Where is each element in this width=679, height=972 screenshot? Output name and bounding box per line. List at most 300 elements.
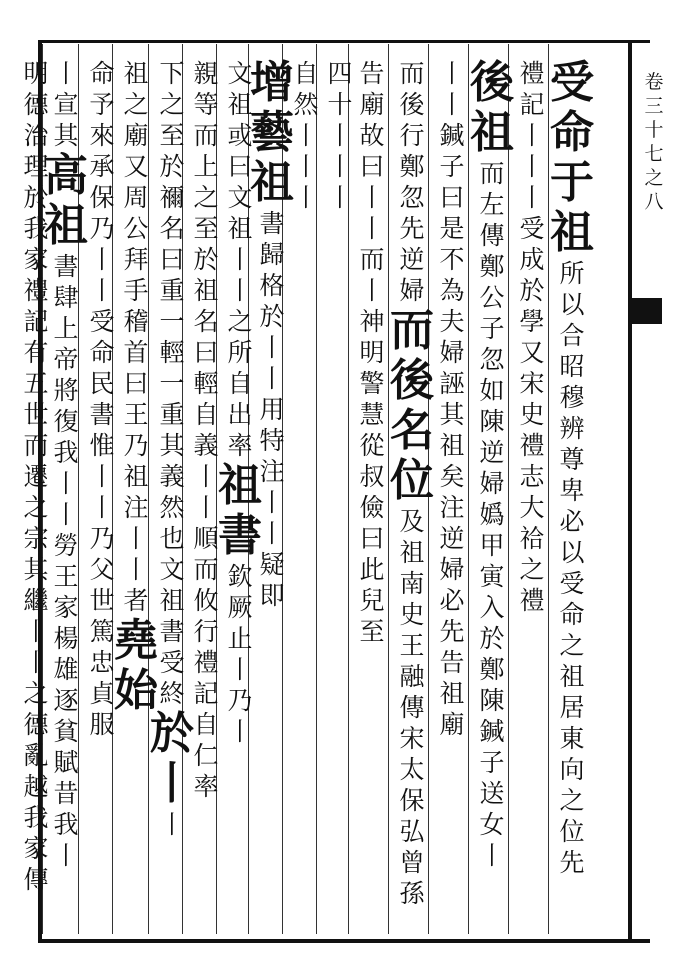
glyph: 丨	[259, 519, 285, 548]
glyph: 之	[227, 307, 253, 336]
glyph: 丨	[293, 121, 319, 150]
glyph: 誣	[439, 369, 465, 398]
glyph: 賦	[53, 748, 79, 777]
glyph: 婦	[439, 555, 465, 584]
glyph: 乃	[227, 686, 253, 715]
glyph: 婦	[479, 469, 505, 498]
glyph: 輕	[159, 338, 185, 367]
glyph: 丨	[89, 462, 115, 491]
glyph: 宣	[53, 90, 79, 119]
glyph: 至	[193, 214, 219, 243]
glyph: 鄭	[479, 252, 505, 281]
glyph: 上	[193, 152, 219, 181]
glyph: 不	[439, 245, 465, 274]
glyph: 丨	[227, 276, 253, 305]
glyph: 命	[559, 600, 585, 629]
glyph: 昭	[559, 352, 585, 381]
glyph: 始	[114, 665, 158, 716]
glyph: 命	[89, 59, 115, 88]
margin-column	[636, 70, 672, 214]
glyph: 行	[193, 617, 219, 646]
glyph: 至	[359, 617, 385, 646]
glyph: 丨	[53, 469, 79, 498]
glyph: 拜	[123, 245, 149, 274]
glyph: 受	[559, 569, 585, 598]
glyph: 必	[439, 586, 465, 615]
glyph: 公	[479, 283, 505, 312]
glyph: 而	[23, 431, 49, 460]
glyph: 忠	[89, 648, 115, 677]
glyph: 南	[399, 569, 425, 598]
glyph: 丨	[359, 276, 385, 305]
glyph: 一	[159, 307, 185, 336]
glyph: 之	[559, 786, 585, 815]
glyph: 女	[479, 810, 505, 839]
glyph: 以	[559, 290, 585, 319]
glyph: 丨	[53, 841, 79, 870]
glyph: 首	[123, 338, 149, 367]
glyph: 出	[227, 400, 253, 429]
glyph: 夫	[439, 307, 465, 336]
glyph: 於	[159, 152, 185, 181]
glyph: 丨	[53, 500, 79, 529]
margin-glyph: 卷	[644, 71, 664, 93]
glyph: 志	[519, 462, 545, 491]
glyph: 祖	[559, 662, 585, 691]
glyph: 文	[227, 59, 253, 88]
glyph: 祖	[550, 207, 594, 258]
glyph: 弘	[399, 817, 425, 846]
glyph: 仁	[193, 741, 219, 770]
glyph: 告	[439, 648, 465, 677]
glyph: 惟	[89, 431, 115, 460]
glyph: 治	[23, 121, 49, 150]
glyph: 告	[359, 59, 385, 88]
glyph: 其	[23, 555, 49, 584]
glyph: 十	[327, 90, 353, 119]
glyph: 丨	[293, 183, 319, 212]
glyph: 其	[53, 121, 79, 150]
glyph: 廟	[123, 121, 149, 150]
glyph: 送	[479, 779, 505, 808]
glyph: 丨	[123, 555, 149, 584]
glyph: 卑	[559, 476, 585, 505]
glyph: 丨	[327, 183, 353, 212]
glyph: 而	[399, 59, 425, 88]
glyph: 丨	[89, 276, 115, 305]
glyph: 是	[439, 214, 465, 243]
glyph: 必	[559, 507, 585, 536]
glyph: 越	[23, 772, 49, 801]
glyph: 繼	[23, 586, 49, 615]
glyph: 然	[293, 90, 319, 119]
glyph: 公	[123, 214, 149, 243]
glyph: 禰	[159, 183, 185, 212]
glyph: 丨	[227, 245, 253, 274]
glyph: 高	[44, 150, 88, 201]
glyph: 入	[479, 593, 505, 622]
glyph: 自	[193, 710, 219, 739]
glyph: 世	[23, 400, 49, 429]
glyph: 子	[479, 748, 505, 777]
glyph: 寅	[479, 562, 505, 591]
glyph: 受	[159, 648, 185, 677]
glyph: 下	[159, 59, 185, 88]
glyph: 先	[439, 617, 465, 646]
glyph: 曰	[359, 152, 385, 181]
glyph: 之	[193, 183, 219, 212]
glyph: 宗	[23, 524, 49, 553]
glyph: 祖	[439, 431, 465, 460]
glyph: 丨	[123, 524, 149, 553]
glyph: 重	[159, 400, 185, 429]
glyph: 來	[89, 121, 115, 150]
glyph: 丨	[23, 648, 49, 677]
glyph: 自	[293, 59, 319, 88]
glyph: 儉	[359, 493, 385, 522]
glyph: 丨	[293, 152, 319, 181]
glyph: 王	[399, 631, 425, 660]
text-column-4	[430, 58, 474, 740]
glyph: 丨	[259, 488, 285, 517]
glyph: 率	[227, 431, 253, 460]
glyph: 之	[23, 679, 49, 708]
glyph: 家	[23, 245, 49, 274]
glyph: 受	[550, 57, 594, 108]
glyph: 禮	[23, 276, 49, 305]
glyph: 逐	[53, 686, 79, 715]
margin-glyph: 之	[644, 167, 664, 189]
glyph: 四	[327, 59, 353, 88]
glyph: 有	[23, 338, 49, 367]
glyph: 所	[559, 259, 585, 288]
text-column-16	[14, 58, 58, 895]
glyph: 於	[150, 708, 194, 759]
glyph: 曰	[359, 524, 385, 553]
glyph: 命	[550, 107, 594, 158]
glyph: 而	[359, 245, 385, 274]
glyph: 兒	[359, 586, 385, 615]
glyph: 一	[159, 369, 185, 398]
glyph: 如	[479, 376, 505, 405]
glyph: 注	[123, 493, 149, 522]
glyph: 丨	[227, 655, 253, 684]
glyph: 陳	[479, 686, 505, 715]
glyph: 行	[399, 121, 425, 150]
glyph: 自	[227, 369, 253, 398]
glyph: 楊	[53, 624, 79, 653]
glyph: 警	[359, 369, 385, 398]
glyph: 婦	[399, 276, 425, 305]
glyph: 記	[23, 307, 49, 336]
glyph: 也	[159, 524, 185, 553]
glyph: 神	[359, 307, 385, 336]
glyph: 受	[89, 307, 115, 336]
glyph: 名	[159, 214, 185, 243]
glyph: 歸	[259, 240, 285, 269]
glyph: 丨	[150, 758, 194, 809]
glyph: 丨	[259, 364, 285, 393]
glyph: 服	[89, 710, 115, 739]
glyph: 輕	[193, 369, 219, 398]
glyph: 左	[479, 190, 505, 219]
glyph: 又	[519, 338, 545, 367]
glyph: 我	[53, 810, 79, 839]
glyph: 帝	[53, 345, 79, 374]
margin-glyph: 七	[644, 143, 664, 165]
glyph: 予	[89, 90, 115, 119]
glyph: 傳	[23, 865, 49, 894]
glyph: 而	[193, 555, 219, 584]
glyph: 此	[359, 555, 385, 584]
glyph: 義	[159, 462, 185, 491]
glyph: 堯	[114, 615, 158, 666]
glyph: 史	[399, 600, 425, 629]
glyph: 書	[89, 400, 115, 429]
glyph: 順	[193, 524, 219, 553]
glyph: 勞	[53, 531, 79, 560]
glyph: 家	[23, 834, 49, 863]
glyph: 名	[390, 405, 434, 456]
glyph: 世	[89, 586, 115, 615]
glyph: 保	[399, 786, 425, 815]
glyph: 丨	[439, 90, 465, 119]
glyph: 祖	[218, 460, 262, 511]
glyph: 於	[519, 276, 545, 305]
glyph: 王	[53, 562, 79, 591]
glyph: 將	[53, 376, 79, 405]
glyph: 丨	[159, 810, 185, 839]
fish-tail-mark	[632, 298, 662, 324]
glyph: 穆	[559, 383, 585, 412]
glyph: 之	[559, 631, 585, 660]
glyph: 或	[227, 121, 253, 150]
glyph: 復	[53, 407, 79, 436]
glyph: 用	[259, 395, 285, 424]
glyph: 於	[193, 245, 219, 274]
glyph: 格	[259, 271, 285, 300]
glyph: 東	[559, 724, 585, 753]
glyph: 丨	[89, 245, 115, 274]
glyph: 為	[439, 276, 465, 305]
glyph: 義	[193, 431, 219, 460]
glyph: 合	[559, 321, 585, 350]
glyph: 止	[227, 624, 253, 653]
glyph: 丨	[519, 152, 545, 181]
glyph: 厥	[227, 593, 253, 622]
glyph: 特	[259, 426, 285, 455]
glyph: 之	[159, 90, 185, 119]
glyph: 明	[23, 59, 49, 88]
glyph: 乃	[123, 431, 149, 460]
glyph: 逆	[479, 438, 505, 467]
glyph: 亂	[23, 741, 49, 770]
glyph: 曰	[193, 338, 219, 367]
glyph: 曰	[159, 245, 185, 274]
glyph: 丨	[227, 717, 253, 746]
glyph: 者	[123, 586, 149, 615]
glyph: 肆	[53, 283, 79, 312]
glyph: 增	[250, 57, 294, 108]
glyph: 婦	[439, 338, 465, 367]
glyph: 成	[519, 245, 545, 274]
glyph: 終	[159, 679, 185, 708]
glyph: 五	[23, 369, 49, 398]
glyph: 向	[559, 755, 585, 784]
glyph: 家	[53, 593, 79, 622]
glyph: 太	[399, 755, 425, 784]
glyph: 曾	[399, 848, 425, 877]
glyph: 丨	[23, 617, 49, 646]
glyph: 故	[359, 121, 385, 150]
glyph: 王	[123, 400, 149, 429]
glyph: 甲	[479, 531, 505, 560]
glyph: 之	[123, 90, 149, 119]
margin-glyph: 三	[644, 95, 664, 117]
glyph: 子	[439, 152, 465, 181]
glyph: 而	[390, 305, 434, 356]
glyph: 明	[359, 338, 385, 367]
glyph: 祖	[193, 276, 219, 305]
glyph: 矣	[439, 462, 465, 491]
glyph: 周	[123, 183, 149, 212]
glyph: 忽	[479, 345, 505, 374]
glyph: 宋	[519, 369, 545, 398]
glyph: 親	[193, 59, 219, 88]
glyph: 祫	[519, 524, 545, 553]
glyph: 藝	[250, 107, 294, 158]
glyph: 德	[23, 90, 49, 119]
glyph: 陳	[479, 407, 505, 436]
glyph: 之	[519, 555, 545, 584]
margin-glyph: 八	[644, 191, 664, 213]
glyph: 其	[439, 400, 465, 429]
glyph: 祖	[439, 679, 465, 708]
glyph: 孫	[399, 879, 425, 908]
glyph: 命	[89, 338, 115, 367]
glyph: 禮	[519, 431, 545, 460]
glyph: 於	[259, 302, 285, 331]
glyph: 祖	[123, 462, 149, 491]
glyph: 祖	[44, 200, 88, 251]
glyph: 從	[359, 431, 385, 460]
glyph: 稽	[123, 307, 149, 336]
glyph: 大	[519, 493, 545, 522]
glyph: 民	[89, 369, 115, 398]
glyph: 於	[479, 624, 505, 653]
margin-glyph: 十	[644, 119, 664, 141]
glyph: 曰	[227, 152, 253, 181]
glyph: 學	[519, 307, 545, 336]
glyph: 而	[479, 159, 505, 188]
glyph: 書	[159, 617, 185, 646]
glyph: 祖	[123, 59, 149, 88]
glyph: 欽	[227, 562, 253, 591]
glyph: 丨	[359, 183, 385, 212]
glyph: 保	[89, 183, 115, 212]
glyph: 先	[399, 214, 425, 243]
glyph: 丨	[53, 59, 79, 88]
glyph: 辨	[559, 414, 585, 443]
glyph: 祖	[470, 107, 514, 158]
glyph: 丨	[519, 183, 545, 212]
glyph: 書	[53, 252, 79, 281]
glyph: 自	[193, 400, 219, 429]
glyph: 記	[193, 679, 219, 708]
glyph: 祖	[250, 157, 294, 208]
glyph: 書	[259, 209, 285, 238]
glyph: 丨	[193, 462, 219, 491]
glyph: 丨	[327, 152, 353, 181]
glyph: 祖	[227, 90, 253, 119]
glyph: 廟	[439, 710, 465, 739]
glyph: 嬀	[479, 500, 505, 529]
glyph: 傳	[479, 221, 505, 250]
glyph: 忽	[399, 183, 425, 212]
glyph: 乃	[89, 214, 115, 243]
glyph: 融	[399, 662, 425, 691]
glyph: 廟	[359, 90, 385, 119]
glyph: 後	[390, 355, 434, 406]
glyph: 于	[550, 157, 594, 208]
glyph: 以	[559, 538, 585, 567]
glyph: 我	[23, 214, 49, 243]
glyph: 之	[23, 493, 49, 522]
glyph: 丨	[193, 493, 219, 522]
glyph: 注	[439, 493, 465, 522]
glyph: 後	[399, 90, 425, 119]
glyph: 率	[193, 772, 219, 801]
glyph: 禮	[193, 648, 219, 677]
glyph: 丨	[479, 841, 505, 870]
glyph: 名	[193, 307, 219, 336]
glyph: 逆	[439, 524, 465, 553]
glyph: 雄	[53, 655, 79, 684]
glyph: 貧	[53, 717, 79, 746]
glyph: 鍼	[479, 717, 505, 746]
glyph: 丨	[359, 214, 385, 243]
margin-rule	[628, 40, 632, 940]
glyph: 遷	[23, 462, 49, 491]
glyph: 位	[390, 455, 434, 506]
glyph: 慧	[359, 400, 385, 429]
glyph: 而	[193, 121, 219, 150]
glyph: 貞	[89, 679, 115, 708]
glyph: 丨	[89, 493, 115, 522]
glyph: 即	[259, 581, 285, 610]
glyph: 疑	[259, 550, 285, 579]
text-column-2	[510, 58, 554, 616]
glyph: 叔	[359, 462, 385, 491]
glyph: 然	[159, 493, 185, 522]
glyph: 祖	[227, 214, 253, 243]
text-column-5	[390, 58, 434, 909]
glyph: 子	[479, 314, 505, 343]
glyph: 鍼	[439, 121, 465, 150]
glyph: 位	[559, 817, 585, 846]
glyph: 於	[23, 183, 49, 212]
glyph: 又	[123, 152, 149, 181]
glyph: 等	[193, 90, 219, 119]
glyph: 父	[89, 555, 115, 584]
glyph: 丨	[519, 121, 545, 150]
glyph: 鄭	[399, 152, 425, 181]
glyph: 上	[53, 314, 79, 343]
glyph: 祖	[159, 586, 185, 615]
glyph: 丨	[327, 121, 353, 150]
glyph: 禮	[519, 586, 545, 615]
glyph: 後	[470, 57, 514, 108]
